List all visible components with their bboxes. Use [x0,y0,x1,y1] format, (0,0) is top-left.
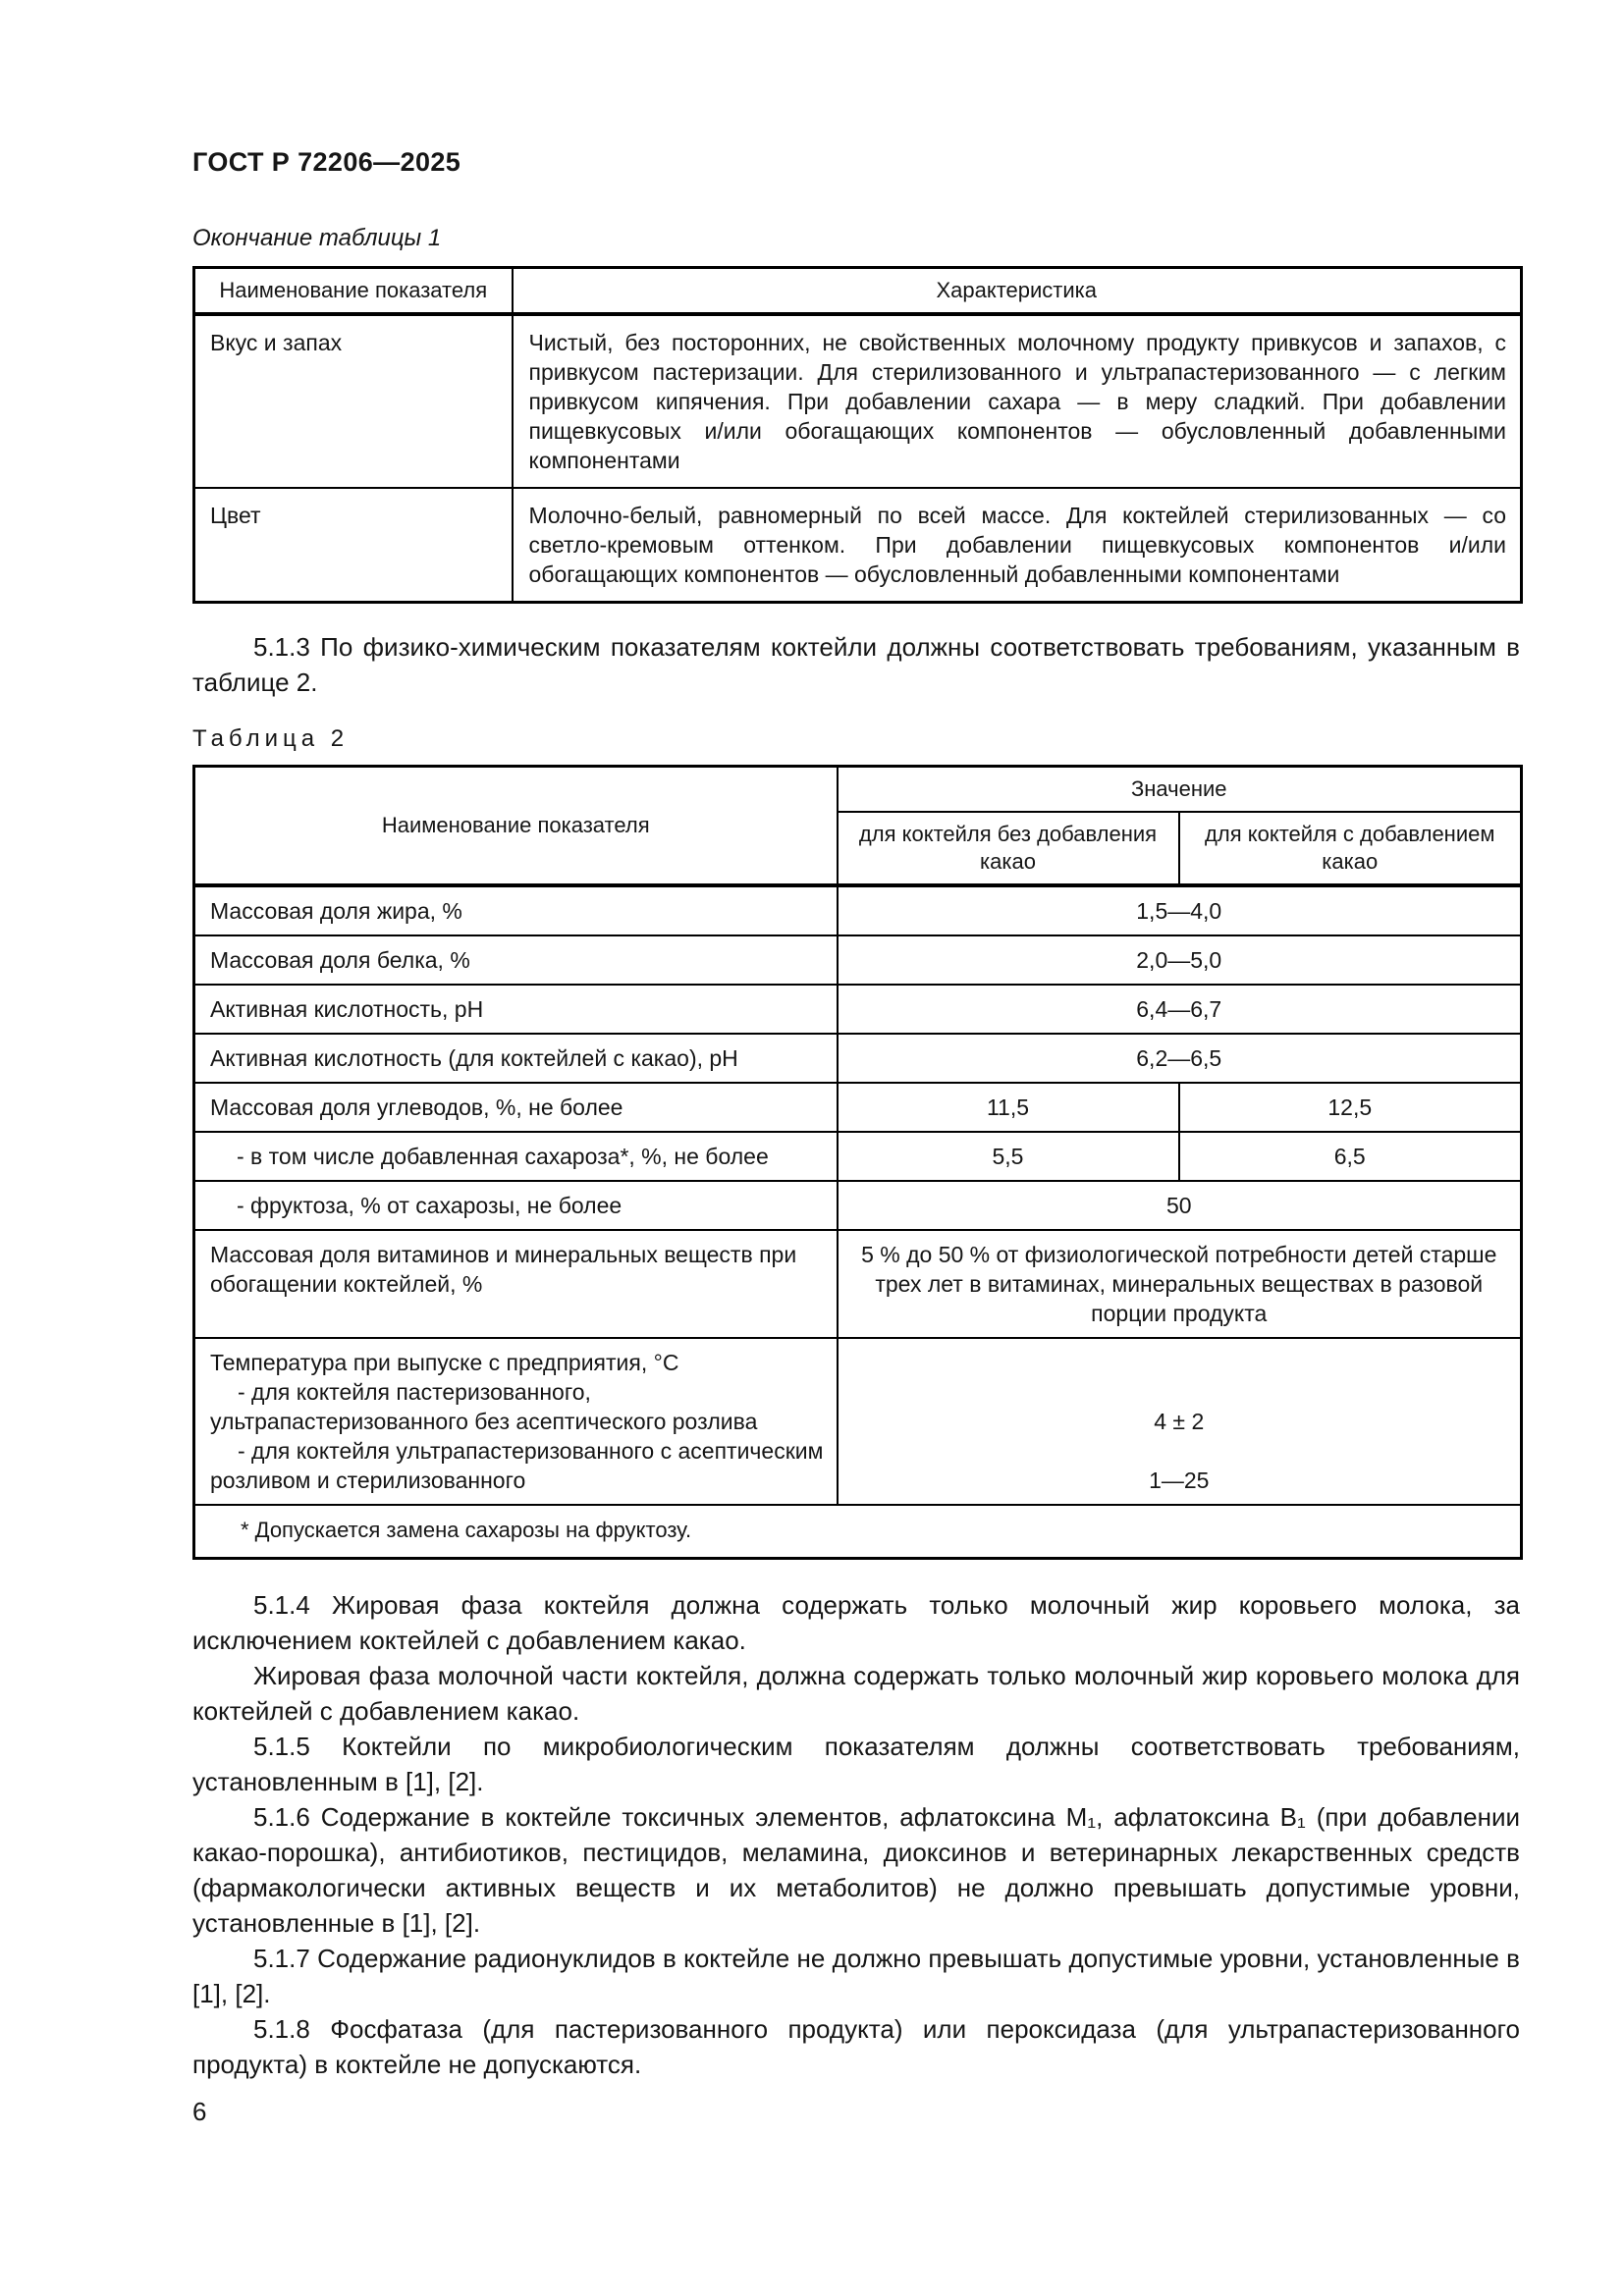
paragraph-5-1-8: 5.1.8 Фосфатаза (для пастеризованного продукта) или пероксидаза (для ультрапастеризованного продукта) в коктейле не допускаются. [192,2014,1520,2079]
table2-caption: Таблица 2 [192,725,350,752]
table2-row-temperature [194,1338,1522,1505]
table2 [192,765,1523,1560]
table2-fat-name: Массовая доля жира, % [194,885,838,935]
table2-carbs-value-no-cocoa: 11,5 [838,1083,1179,1132]
page-number: 6 [192,2097,207,2126]
table2-carbs-value-with-cocoa: 12,5 [1179,1083,1522,1132]
table2-temperature-title: Температура при выпуске с предприятия, °С [210,1350,679,1375]
table1-color-value: Молочно-белый, равномерный по всей массе. Для коктейлей стерилизованных — со светло-кремовым оттенком. При добавлении пищевкусовых компонентов и/или обогащающих компонентов — обусловленный добавленными компонентами [513,488,1522,603]
table2-fat-value: 1,5—4,0 [838,885,1522,935]
table2-row-vitamins [194,1230,1522,1338]
table2-temperature-value-1: 4 ± 2 [1154,1409,1205,1434]
table2-acidity-cocoa-name: Активная кислотность (для коктейлей с какао), рН [194,1034,838,1083]
table2-header-no-cocoa: для коктейля без добавления какао [838,812,1179,885]
table1-header-name: Наименование показателя [194,268,513,315]
table2-sucrose-name: - в том числе добавленная сахароза*, %, не более [194,1132,838,1181]
table1-row-color [194,488,1522,603]
table2-row-acidity [194,985,1522,1034]
table2-header-name: Наименование показателя [194,767,838,886]
table2-acidity-cocoa-value: 6,2—6,5 [838,1034,1522,1083]
paragraph-5-1-5: 5.1.5 Коктейли по микробиологическим показателям должны соответствовать требованиям, установленным в [1], [2]. [192,1732,1520,1796]
table2-header-row-1 [194,767,1522,813]
table2-row-sucrose [194,1132,1522,1181]
paragraph-5-1-4-continued: Жировая фаза молочной части коктейля, должна содержать только молочный жир коровьего молока для коктейлей с добавлением какао. [192,1661,1520,1726]
body-paragraphs [192,1587,1520,2082]
table2-row-fat [194,885,1522,935]
table2-row-carbs [194,1083,1522,1132]
table2-acidity-name: Активная кислотность, рН [194,985,838,1034]
table2-row-protein [194,935,1522,985]
table1-taste-name: Вкус и запах [194,314,513,488]
paragraph-5-1-4: 5.1.4 Жировая фаза коктейля должна содержать только молочный жир коровьего молока, за исключением коктейлей с добавлением какао. [192,1590,1520,1655]
table2-vitamins-name: Массовая доля витаминов и минеральных веществ при обогащении коктейлей, % [194,1230,838,1338]
table2-header-value-group: Значение [838,767,1522,813]
table2-temperature-value-2: 1—25 [1149,1468,1210,1493]
table2-fructose-value: 50 [838,1181,1522,1230]
table2-vitamins-value: 5 % до 50 % от физиологической потребности детей старше трех лет в витаминах, минеральных веществах в разовой порции продукта [838,1230,1522,1338]
table2-protein-name: Массовая доля белка, % [194,935,838,985]
table1-header-characteristic: Характеристика [513,268,1522,315]
table1-header-row [194,268,1522,315]
table2-carbs-name: Массовая доля углеводов, %, не более [194,1083,838,1132]
table2-temperature-values [838,1338,1522,1505]
table1-taste-value: Чистый, без посторонних, не свойственных молочному продукту привкусов и запахов, с привкусом пастеризации. Для стерилизованного и ультрапастеризованного — с легким привкусом кипячения. При добавлении сахара — в меру сладкий. При добавлении пищевкусовых и/или обогащающих компонентов — обусловленный добавленными компонентами [513,314,1522,488]
table2-row-acidity-cocoa [194,1034,1522,1083]
table2-header-with-cocoa: для коктейля с добавлением какао [1179,812,1522,885]
table1-row-taste [194,314,1522,488]
table2-sucrose-value-with-cocoa: 6,5 [1179,1132,1522,1181]
paragraph-5-1-6: 5.1.6 Содержание в коктейле токсичных элементов, афлатоксина М₁, афлатоксина В₁ (при добавлении какао-порошка), антибиотиков, пестицидов, меламина, диоксинов и ветеринарных лекарственных средств (фармакологически активных веществ и их метаболитов) не должно превышать допустимые уровни, установленные в [1], [2]. [192,1802,1520,1938]
table2-acidity-value: 6,4—6,7 [838,985,1522,1034]
table2-sucrose-value-no-cocoa: 5,5 [838,1132,1179,1181]
table2-temperature-name [194,1338,838,1505]
doc-header: ГОСТ Р 72206—2025 [192,147,461,177]
table2-row-footnote [194,1505,1522,1559]
table2-temperature-item-aseptic: - для коктейля ультрапастеризованного с асептическим розливом и стерилизованного [210,1438,824,1493]
table1-color-name: Цвет [194,488,513,603]
paragraph-5-1-3: 5.1.3 По физико-химическим показателям коктейли должны соответствовать требованиям, указанным в таблице 2. [192,632,1520,697]
table2-footnote: * Допускается замена сахарозы на фруктозу. [194,1505,1522,1559]
table1-continuation [192,266,1523,604]
table2-temperature-item-pasteurized: - для коктейля пастеризованного, ультрапастеризованного без асептического розлива [210,1379,758,1434]
table1-caption: Окончание таблицы 1 [192,225,442,251]
paragraph-5-1-7: 5.1.7 Содержание радионуклидов в коктейле не должно превышать допустимые уровни, установленные в [1], [2]. [192,1944,1520,2008]
table2-protein-value: 2,0—5,0 [838,935,1522,985]
table2-row-fructose [194,1181,1522,1230]
table2-fructose-name: - фруктоза, % от сахарозы, не более [194,1181,838,1230]
